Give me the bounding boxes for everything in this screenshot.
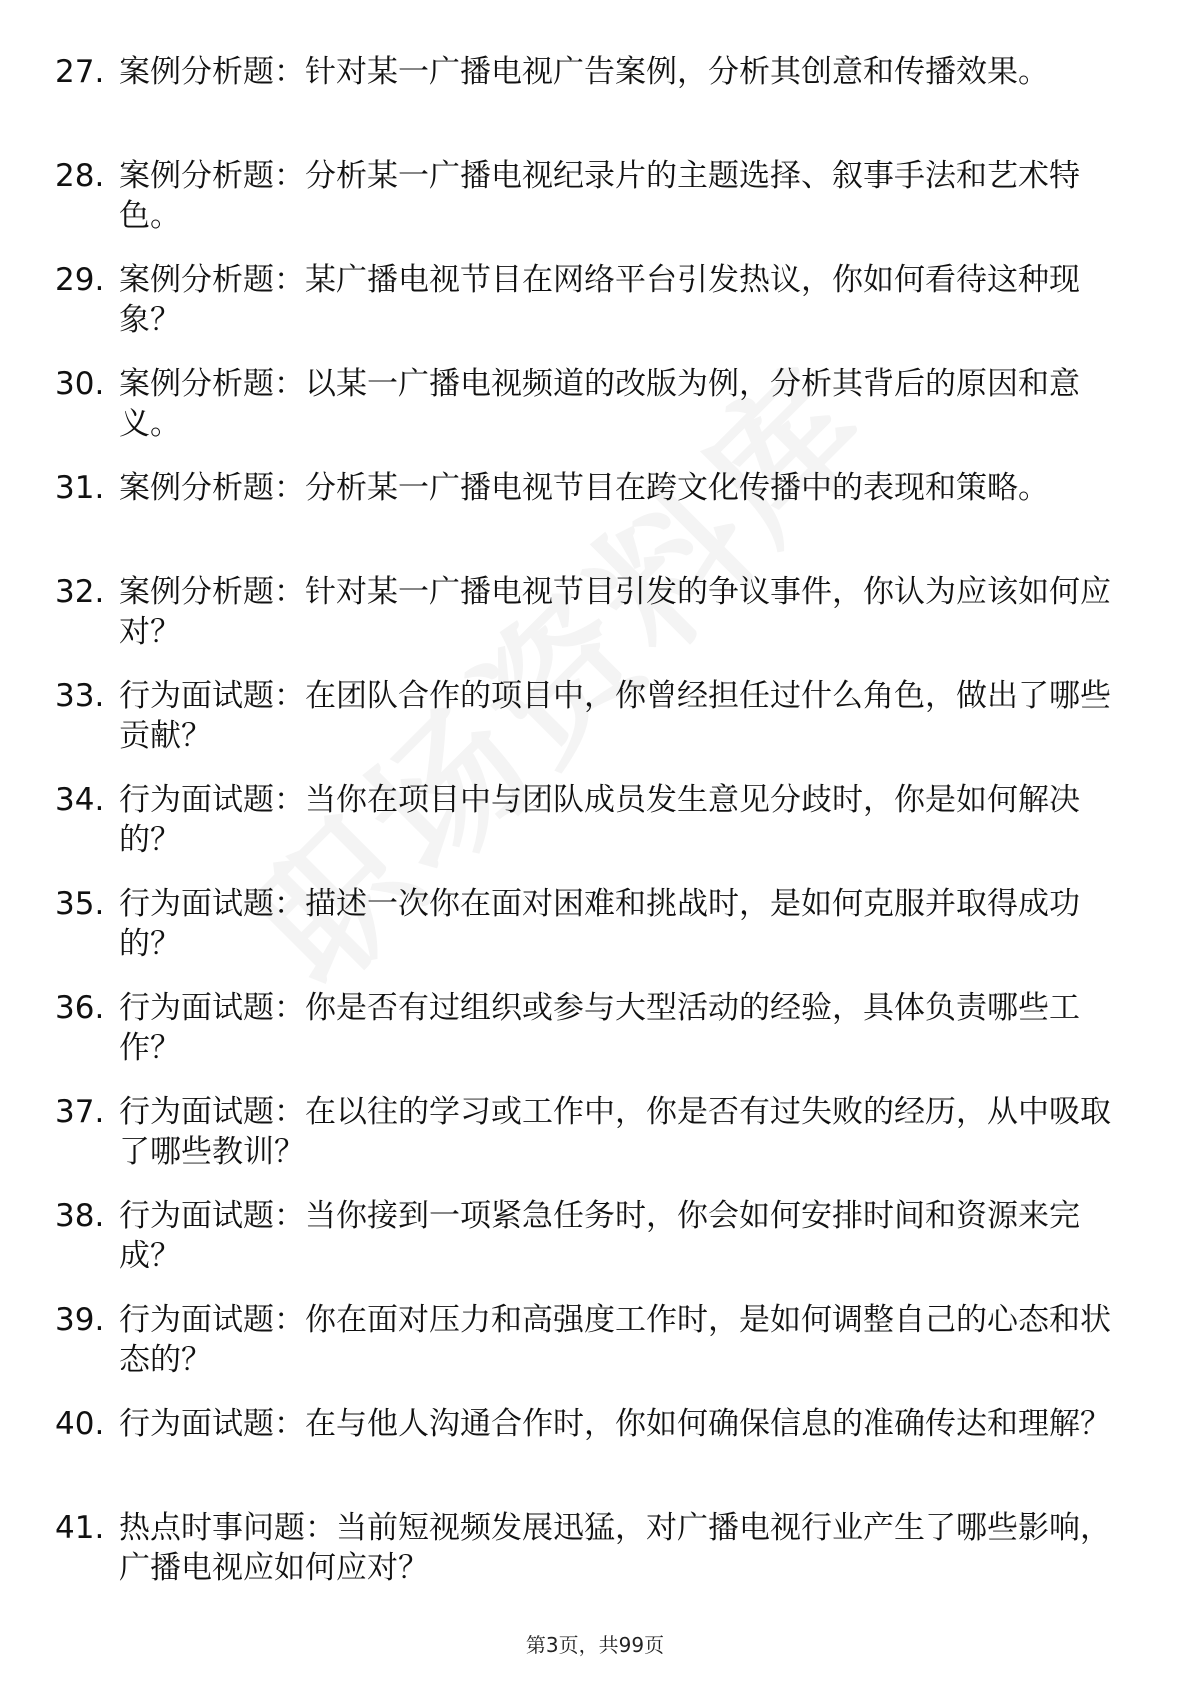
question-number: 34. (55, 782, 105, 818)
question-body (119, 884, 1115, 964)
question-text: 以某一广播电视频道的改版为例，分析其背后的原因和意义。 (119, 366, 1080, 442)
question-item (55, 988, 1115, 1092)
question-category: 热点时事问题： (119, 1510, 336, 1546)
question-number: 39. (55, 1302, 105, 1338)
page-footer: 第3页，共99页 (525, 1633, 665, 1657)
question-text: 在团队合作的项目中，你曾经担任过什么角色，做出了哪些贡献？ (119, 678, 1111, 754)
question-item (55, 468, 1115, 572)
question-number: 32. (55, 574, 105, 610)
question-body (119, 1196, 1115, 1276)
question-category: 案例分析题： (119, 158, 305, 194)
question-number: 37. (55, 1094, 105, 1130)
question-list (55, 52, 1115, 1612)
question-item (55, 1092, 1115, 1196)
question-item (55, 1404, 1115, 1508)
question-text: 针对某一广播电视节目引发的争议事件，你认为应该如何应对？ (119, 574, 1111, 650)
question-number: 29. (55, 262, 105, 298)
question-item (55, 572, 1115, 676)
question-category: 行为面试题： (119, 990, 305, 1026)
question-text: 你是否有过组织或参与大型活动的经验，具体负责哪些工作？ (119, 990, 1080, 1066)
question-number: 35. (55, 886, 105, 922)
question-item (55, 780, 1115, 884)
question-text: 在以往的学习或工作中，你是否有过失败的经历，从中吸取了哪些教训？ (119, 1094, 1111, 1170)
question-number: 40. (55, 1406, 105, 1442)
question-text: 分析某一广播电视纪录片的主题选择、叙事手法和艺术特色。 (119, 158, 1080, 234)
question-text: 分析某一广播电视节目在跨文化传播中的表现和策略。 (305, 470, 1049, 506)
question-item (55, 884, 1115, 988)
question-text: 当前短视频发展迅猛，对广播电视行业产生了哪些影响，广播电视应如何应对？ (119, 1510, 1111, 1586)
question-number: 28. (55, 158, 105, 194)
question-body (119, 1092, 1115, 1172)
question-text: 你在面对压力和高强度工作时，是如何调整自己的心态和状态的？ (119, 1302, 1111, 1378)
question-body (119, 1300, 1115, 1380)
question-category: 行为面试题： (119, 886, 305, 922)
question-item (55, 1300, 1115, 1404)
question-text: 针对某一广播电视广告案例，分析其创意和传播效果。 (305, 54, 1049, 90)
question-category: 案例分析题： (119, 366, 305, 402)
question-item (55, 1508, 1115, 1612)
question-body (119, 780, 1115, 860)
question-text: 当你接到一项紧急任务时，你会如何安排时间和资源来完成？ (119, 1198, 1080, 1274)
question-number: 41. (55, 1510, 105, 1546)
question-item (55, 1196, 1115, 1300)
question-number: 36. (55, 990, 105, 1026)
question-body (119, 988, 1115, 1068)
question-category: 案例分析题： (119, 54, 305, 90)
question-item (55, 156, 1115, 260)
question-text: 描述一次你在面对困难和挑战时，是如何克服并取得成功的？ (119, 886, 1080, 962)
question-category: 行为面试题： (119, 1198, 305, 1234)
question-number: 31. (55, 470, 105, 506)
question-body (119, 364, 1115, 444)
question-text: 当你在项目中与团队成员发生意见分歧时，你是如何解决的？ (119, 782, 1080, 858)
question-number: 30. (55, 366, 105, 402)
question-item (55, 260, 1115, 364)
question-item (55, 364, 1115, 468)
question-category: 行为面试题： (119, 678, 305, 714)
question-category: 案例分析题： (119, 470, 305, 506)
question-number: 33. (55, 678, 105, 714)
question-category: 行为面试题： (119, 1302, 305, 1338)
question-category: 案例分析题： (119, 262, 305, 298)
question-number: 27. (55, 54, 105, 90)
question-text: 某广播电视节目在网络平台引发热议，你如何看待这种现象？ (119, 262, 1080, 338)
question-body (119, 156, 1115, 236)
question-item (55, 676, 1115, 780)
question-category: 案例分析题： (119, 574, 305, 610)
question-number: 38. (55, 1198, 105, 1234)
question-category: 行为面试题： (119, 1406, 305, 1442)
question-body (119, 260, 1115, 340)
question-body (119, 468, 1115, 508)
question-body (119, 676, 1115, 756)
question-category: 行为面试题： (119, 1094, 305, 1130)
question-item (55, 52, 1115, 156)
question-category: 行为面试题： (119, 782, 305, 818)
question-body (119, 1404, 1115, 1444)
question-body (119, 52, 1115, 92)
question-body (119, 1508, 1115, 1588)
question-body (119, 572, 1115, 652)
question-text: 在与他人沟通合作时，你如何确保信息的准确传达和理解？ (305, 1406, 1111, 1442)
